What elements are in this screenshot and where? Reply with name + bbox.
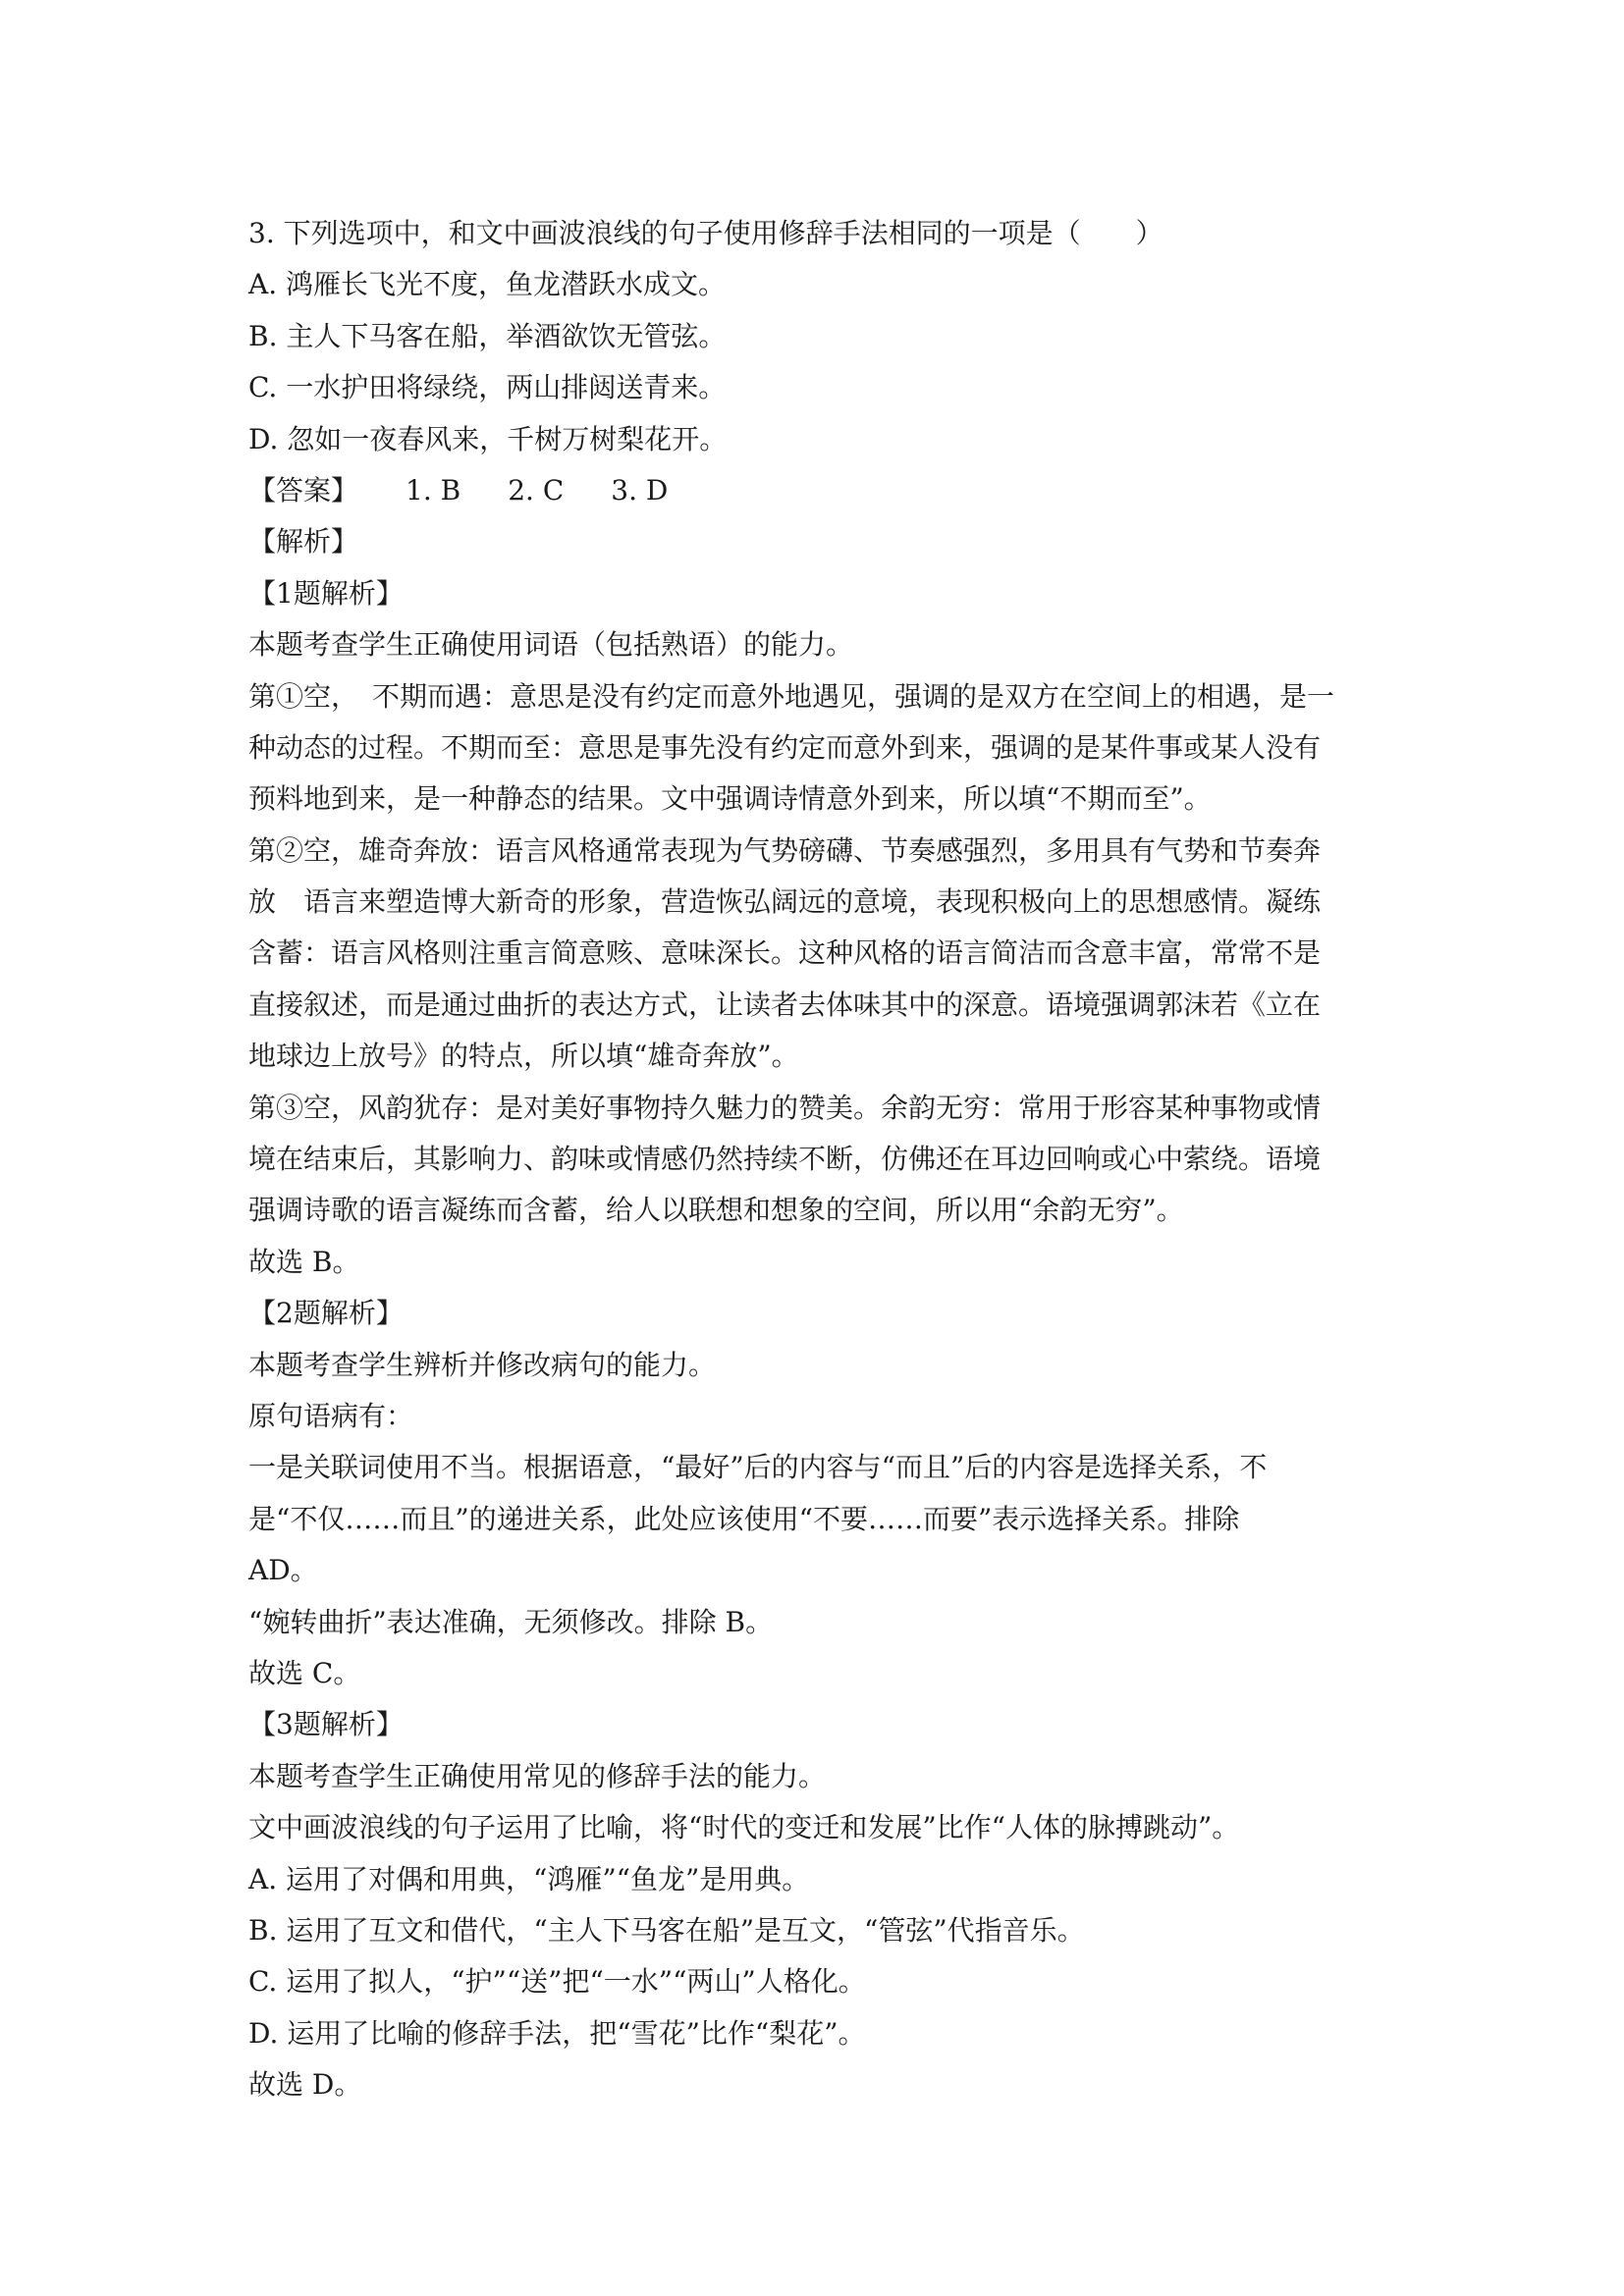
q1-analysis-line: 直接叙述，而是通过曲折的表达方式，让读者去体味其中的深意。语境强调郭沫若《立在 [248, 988, 1322, 1021]
document-body [248, 208, 1387, 2110]
answer-line [248, 465, 1387, 516]
q1-analysis-line: 境在结束后，其影响力、韵味或情感仍然持续不断，仿佛还在耳边回响或心中萦绕。语境 [248, 1143, 1322, 1176]
q1-analysis-line: 地球边上放号》的特点，所以填“雄奇奔放”。 [248, 1040, 799, 1073]
q3-analysis-line: A. 运用了对偶和用典，“鸿雁”“鱼龙”是用典。 [248, 1862, 810, 1896]
q3-analysis-line: 文中画波浪线的句子运用了比喻，将“时代的变迁和发展”比作“人体的脉搏跳动”。 [248, 1811, 1240, 1844]
q1-analysis-line: 第③空，风韵犹存：是对美好事物持久魅力的赞美。余韵无穷：常用于形容某种事物或情 [248, 1091, 1322, 1124]
q3-analysis-line: 本题考查学生正确使用常见的修辞手法的能力。 [248, 1759, 827, 1792]
answer-item-3: 3. D [611, 473, 669, 507]
q1-analysis-line: 第②空，雄奇奔放：语言风格通常表现为气势磅礴、节奏感强烈，多用具有气势和节奏奔 [248, 833, 1322, 867]
q2-analysis-line: 是“不仅……而且”的递进关系，此处应该使用“不要……而要”表示选择关系。排除 [248, 1502, 1240, 1535]
q1-analysis-line: 本题考查学生正确使用词语（包括熟语）的能力。 [248, 628, 854, 662]
q1-conclusion: 故选 B。 [248, 1245, 360, 1278]
answer-item-1: 1. B [406, 473, 461, 507]
question-3-stem: 3. 下列选项中，和文中画波浪线的句子使用修辞手法相同的一项是（ ） [248, 217, 1164, 249]
question-3-option-c: C. 一水护田将绿绕，两山排闼送青来。 [248, 371, 727, 404]
q1-analysis-heading: 【1题解析】 [248, 576, 404, 610]
q3-conclusion: 故选 D。 [248, 2068, 362, 2102]
q2-analysis-heading: 【2题解析】 [248, 1297, 404, 1330]
q3-analysis-line: D. 运用了比喻的修辞手法，把“雪花”比作“梨花”。 [248, 2016, 866, 2050]
q1-analysis-line: 预料地到来，是一种静态的结果。文中强调诗情意外到来，所以填“不期而至”。 [248, 782, 1212, 816]
q1-analysis-line: 第①空， 不期而遇：意思是没有约定而意外地遇见，强调的是双方在空间上的相遇，是一 [248, 679, 1335, 713]
q2-analysis-line: “婉转曲折”表达准确，无须修改。排除 B。 [248, 1605, 774, 1638]
q3-analysis-line: B. 运用了互文和借代，“主人下马客在船”是互文，“管弦”代指音乐。 [248, 1913, 1085, 1947]
q3-analysis-heading: 【3题解析】 [248, 1708, 404, 1741]
q1-analysis-line: 种动态的过程。不期而至：意思是事先没有约定而意外到来，强调的是某件事或某人没有 [248, 730, 1322, 764]
q2-conclusion: 故选 C。 [248, 1656, 361, 1689]
q1-analysis-line: 放 语言来塑造博大新奇的形象，营造恢弘阔远的意境，表现积极向上的思想感情。凝练 [248, 885, 1322, 919]
analysis-label: 【解析】 [248, 525, 359, 559]
q1-analysis-line: 强调诗歌的语言凝练而含蓄，给人以联想和想象的空间，所以用“余韵无穷”。 [248, 1194, 1184, 1227]
q2-analysis-line: 本题考查学生辨析并修改病句的能力。 [248, 1348, 717, 1381]
answer-label: 【答案】 [248, 473, 359, 507]
q1-analysis-line: 含蓄：语言风格则注重言简意赅、意味深长。这种风格的语言简洁而含意丰富，常常不是 [248, 936, 1322, 970]
q2-analysis-line: AD。 [248, 1554, 318, 1587]
q3-analysis-line: C. 运用了拟人，“护”“送”把“一水”“两山”人格化。 [248, 1965, 866, 1999]
question-3-option-d: D. 忽如一夜春风来，千树万树梨花开。 [248, 422, 728, 455]
q2-analysis-line: 原句语病有： [248, 1399, 414, 1432]
answer-item-2: 2. C [508, 473, 565, 507]
question-3-option-a: A. 鸿雁长飞光不度，鱼龙潜跃水成文。 [248, 268, 727, 301]
question-3-option-b: B. 主人下马客在船，举酒欲饮无管弦。 [248, 319, 727, 352]
q2-analysis-line: 一是关联词使用不当。根据语意，“最好”后的内容与“而且”后的内容是选择关系，不 [248, 1451, 1268, 1484]
